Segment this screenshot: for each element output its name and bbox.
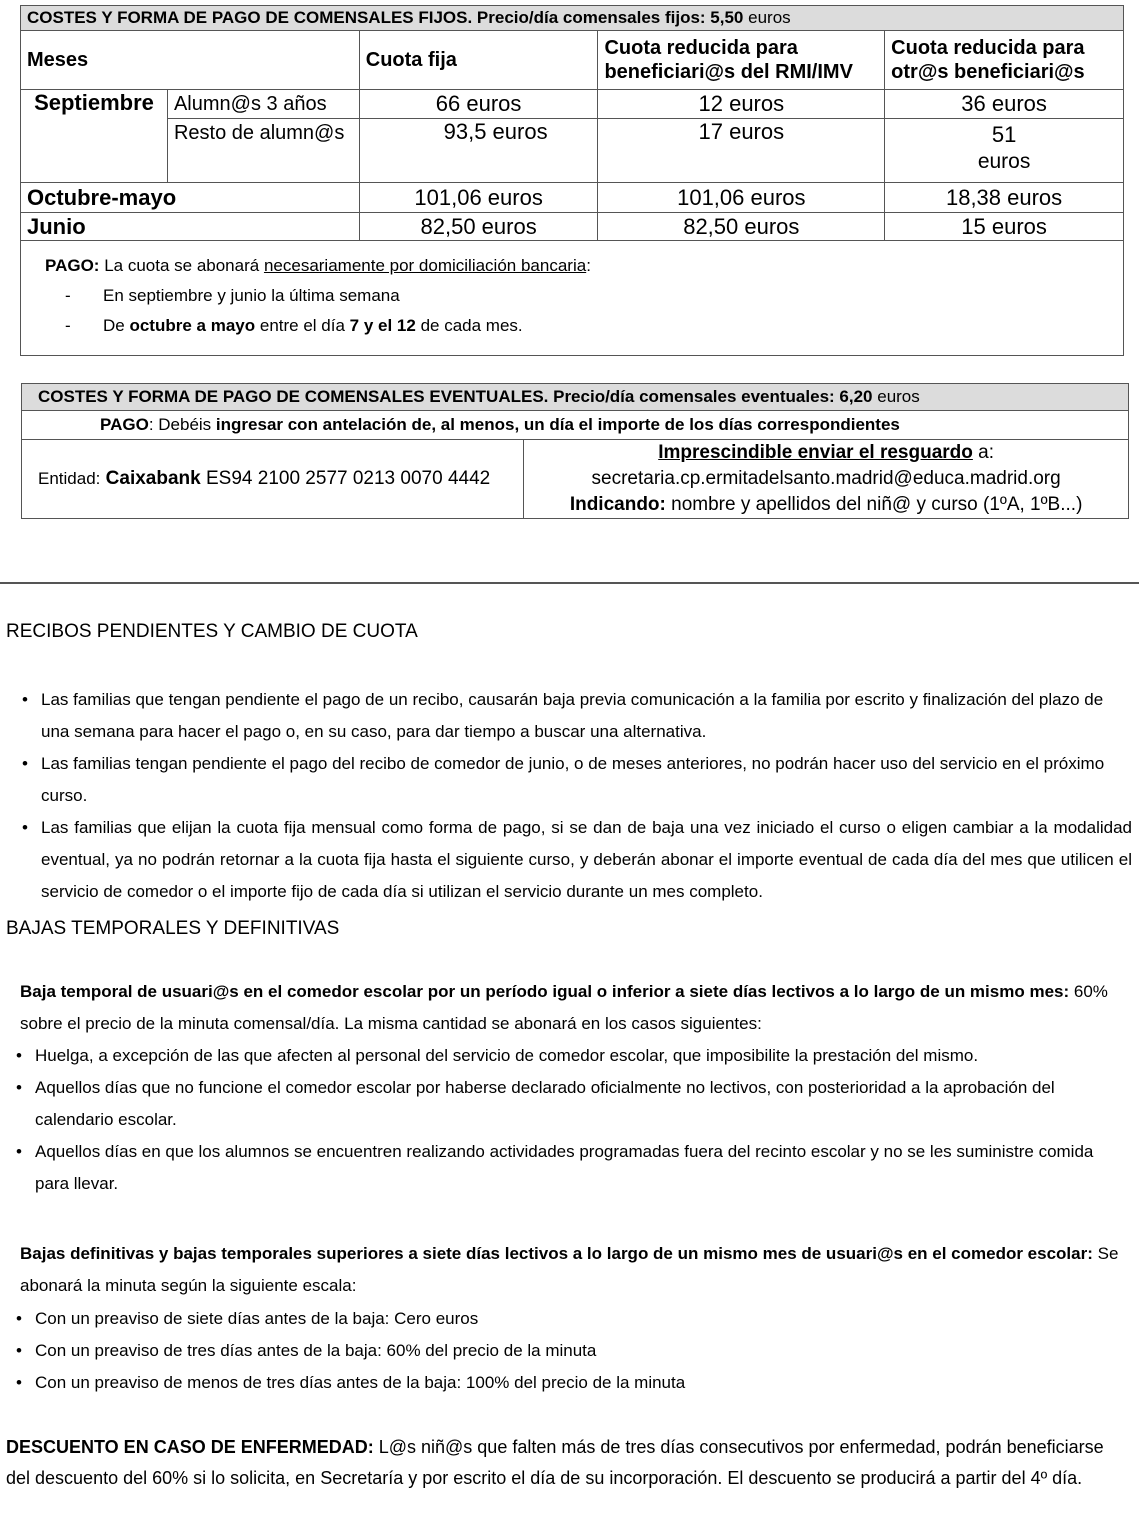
group-rest: Resto de alumn@s: [167, 119, 359, 183]
list-item: • Aquellos días en que los alumnos se encuentren realizando actividades programadas fuera del recinto escolar y no se les suministre comida para llevar.: [14, 1136, 1104, 1200]
iban: ES94 2100 2577 0213 0070 4442: [206, 468, 491, 489]
header-reduced-other: Cuota reducida para otr@s beneficiari@s: [885, 31, 1124, 90]
cell-fixed: 66 euros: [359, 90, 598, 119]
month-june: Junio: [21, 213, 360, 241]
eventual-diners-table: [21, 383, 1129, 519]
group-3-years: Alumn@s 3 años: [167, 90, 359, 119]
list-item: • Las familias que elijan la cuota fija mensual como forma de pago, si se dan de baja una vez iniciado el curso o eligen cambiar a la modalidad eventual, ya no podrán retornar a la cuota fija hasta el siguiente curso, y deberán abonar el importe eventual de cada día del mes que utilicen el servicio de comedor o el importe fijo de cada día si utilizan el servicio durante un mes completo.: [20, 812, 1132, 908]
cell-rmi: 101,06 euros: [598, 183, 885, 213]
list-item: • Con un preaviso de tres días antes de la baja: 60% del precio de la minuta: [14, 1335, 1104, 1367]
eventual-payment: PAGO: Debéis ingresar con antelación de, al menos, un día el importe de los días correspondientes: [22, 411, 1129, 440]
list-item: • Huelga, a excepción de las que afecten al personal del servicio de comedor escolar, que imposibilite la prestación del mismo.: [14, 1040, 1104, 1072]
cell-rmi: 12 euros: [598, 90, 885, 119]
receipt-instructions: Imprescindible enviar el resguardo a: secretaria.cp.ermitadelsanto.madrid@educa.madrid.org Indicando: nombre y apellidos del niñ@ y curso (1ºA, 1ºB...): [524, 440, 1129, 519]
list-item: • Con un preaviso de siete días antes de la baja: Cero euros: [14, 1303, 1104, 1335]
cell-other: 51 euros: [885, 119, 1124, 183]
heading-leaves: BAJAS TEMPORALES Y DEFINITIVAS: [6, 918, 340, 939]
heading-pending: RECIBOS PENDIENTES Y CAMBIO DE CUOTA: [6, 621, 418, 642]
eventual-diners-title: COSTES Y FORMA DE PAGO DE COMENSALES EVENTUALES. Precio/día comensales eventuales: 6,20 euros: [22, 384, 1129, 411]
definitive-leave: Bajas definitivas y bajas temporales superiores a siete días lectivos a lo largo de un mismo mes de usuari@s en el comedor escolar: Se abonará la minuta según la siguiente escala:: [20, 1244, 1119, 1295]
cell-fixed: 93,5 euros: [359, 119, 598, 183]
list-item: • Aquellos días que no funcione el comedor escolar por haberse declarado oficialmente no lectivos, con posterioridad a la aprobación del calendario escolar.: [14, 1072, 1104, 1136]
cell-rmi: 17 euros: [598, 119, 885, 183]
section-divider: [0, 582, 1139, 584]
illness-discount: DESCUENTO EN CASO DE ENFERMEDAD: L@s niñ@s que falten más de tres días consecutivos por enfermedad, podrán beneficiarse del descuento del 60% si lo solicita, en Secretaría y por escrito el día de su incorporación. El descuento se producirá a partir del 4º día.: [6, 1437, 1104, 1488]
list-item: • Las familias que tengan pendiente el pago de un recibo, causarán baja previa comunicación a la familia por escrito y finalización del plazo de una semana para hacer el pago o, en su caso, para dar tiempo a buscar una alternativa.: [20, 684, 1132, 748]
cell-rmi: 82,50 euros: [598, 213, 885, 241]
temporary-leave-list: [14, 1040, 1104, 1200]
cell-other: 15 euros: [885, 213, 1124, 241]
month-september: Septiembre: [21, 90, 168, 183]
cell-fixed: 82,50 euros: [359, 213, 598, 241]
temporary-leave: Baja temporal de usuari@s en el comedor escolar por un período igual o inferior a siete días lectivos a lo largo de un mismo mes: 60% sobre el precio de la minuta comensal/día. La misma cantidad se abonará en los casos siguientes:: [20, 982, 1108, 1033]
cell-other: 36 euros: [885, 90, 1124, 119]
payment-info: PAGO: La cuota se abonará necesariamente por domiciliación bancaria: - En septiembre y junio la última semana - De octubre a mayo entre el día 7 y el 12 de cada mes.: [21, 241, 1124, 356]
month-october-may: Octubre-mayo: [21, 183, 360, 213]
school-email: secretaria.cp.ermitadelsanto.madrid@educa.madrid.org: [591, 468, 1061, 489]
fixed-diners-title: COSTES Y FORMA DE PAGO DE COMENSALES FIJOS. Precio/día comensales fijos: 5,50 euros: [21, 6, 1124, 31]
list-item: • Con un preaviso de menos de tres días antes de la baja: 100% del precio de la minuta: [14, 1367, 1104, 1399]
list-item: • Las familias tengan pendiente el pago del recibo de comedor de junio, o de meses anteriores, no podrán hacer uso del servicio en el próximo curso.: [20, 748, 1132, 812]
cell-fixed: 101,06 euros: [359, 183, 598, 213]
header-months: Meses: [21, 31, 360, 90]
fixed-diners-table: [20, 5, 1124, 356]
pending-list: [20, 684, 1132, 908]
header-reduced-rmi: Cuota reducida para beneficiari@s del RMI/IMV: [598, 31, 885, 90]
header-fixed-fee: Cuota fija: [359, 31, 598, 90]
definitive-leave-list: [14, 1303, 1104, 1399]
cell-other: 18,38 euros: [885, 183, 1124, 213]
bank-entity: Entidad: Caixabank ES94 2100 2577 0213 0070 4442: [22, 440, 524, 519]
